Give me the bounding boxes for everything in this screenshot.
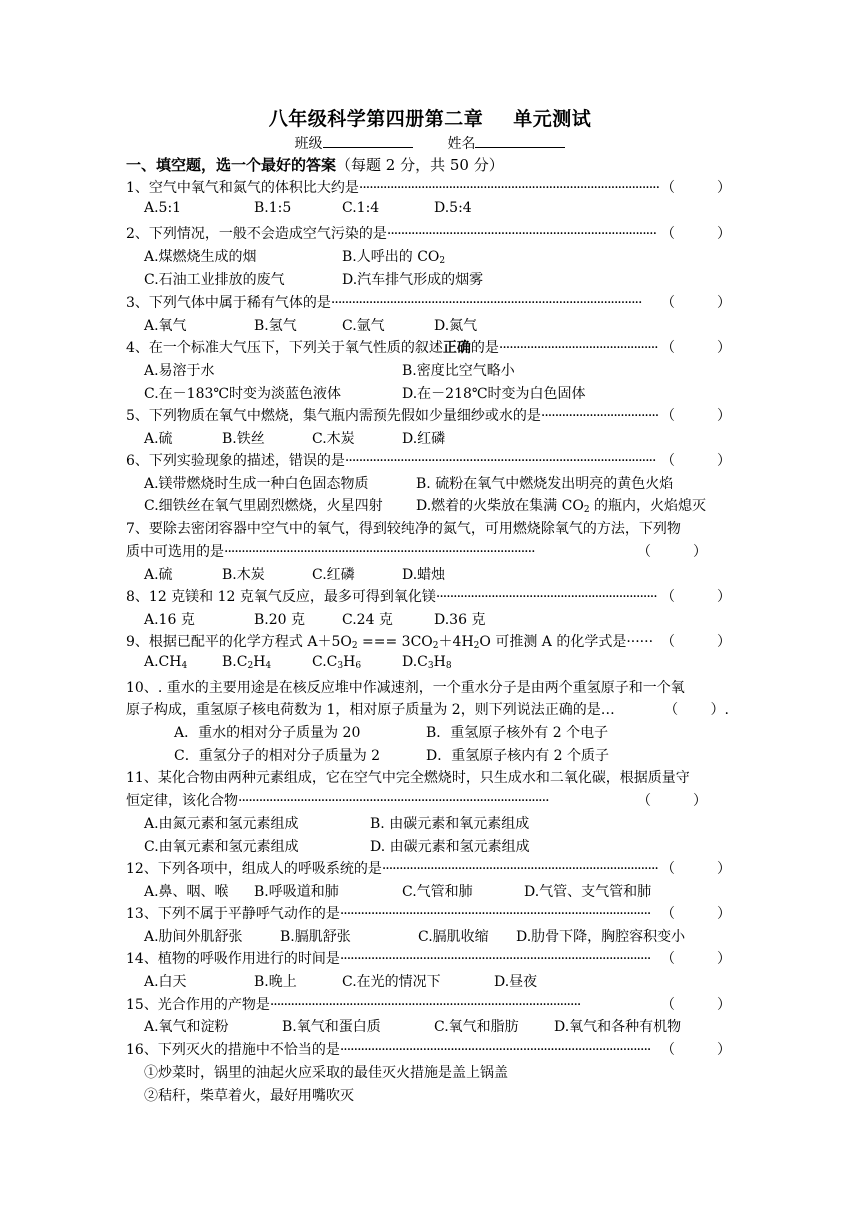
answer-paren[interactable]: （ ） <box>661 292 731 312</box>
title-main: 八年级科学第四册第二章 <box>268 108 484 130</box>
option-d[interactable]: D. 由碳元素和氢元素组成 <box>370 839 530 855</box>
question-10 <box>126 677 731 697</box>
option-a[interactable]: A.硫 <box>144 431 173 447</box>
question-14 <box>126 948 731 968</box>
answer-paren[interactable]: （ ） <box>661 450 731 470</box>
option-b[interactable]: B.铁丝 <box>222 431 265 447</box>
option-d[interactable]: D.氮气 <box>434 318 478 334</box>
option-d[interactable]: D.汽车排气形成的烟雾 <box>342 272 484 288</box>
section-note: （每题 2 分，共 50 分） <box>336 156 504 174</box>
option-a[interactable]: A.氧气和淀粉 <box>144 1019 229 1035</box>
option-c[interactable]: C.1:4 <box>342 200 380 216</box>
q-text: 15、光合作用的产物是 <box>126 997 270 1013</box>
q-text: 14、植物的呼吸作用进行的时间是 <box>126 951 340 967</box>
option-b[interactable]: B.氧气和蛋白质 <box>282 1019 381 1035</box>
leader-dots: ·························································································· <box>339 1042 651 1058</box>
option-c[interactable]: C.石油工业排放的废气 <box>144 272 285 288</box>
question-11-line2 <box>126 790 707 810</box>
question-8 <box>126 586 731 606</box>
q-text: 4、在一个标准大气压下，下列关于氧气性质的叙述 <box>126 340 443 356</box>
option-c[interactable]: C.气管和肺 <box>402 884 473 900</box>
statement-1 <box>144 1062 508 1082</box>
leader-dots: ·························································································· <box>339 951 651 967</box>
option-c[interactable]: C.木炭 <box>312 431 355 447</box>
option-d[interactable]: D.氧气和各种有机物 <box>554 1019 682 1035</box>
option-b[interactable]: B. 由碳元素和氧元素组成 <box>370 816 530 832</box>
q-text-end: 的是 <box>470 340 499 356</box>
answer-paren[interactable]: （ ） <box>661 858 731 878</box>
statement-text: ①炒菜时，锅里的油起火应采取的最佳灭火措施是盖上锅盖 <box>144 1065 508 1081</box>
class-blank[interactable] <box>323 135 413 148</box>
question-1 <box>126 177 731 197</box>
statement-text: ②秸秆，柴草着火，最好用嘴吹灭 <box>144 1088 354 1104</box>
leader-dots: ·································· <box>540 408 659 424</box>
question-7 <box>126 518 731 538</box>
q-text: 质中可选用的是 <box>126 544 224 560</box>
leader-dots: ·············································· <box>498 340 658 356</box>
answer-paren[interactable]: （ ）. <box>664 702 729 718</box>
q-text: 11、某化合物由两种元素组成，它在空气中完全燃烧时，只生成水和二氧化碳，根据质量守 <box>126 770 690 786</box>
option-c[interactable]: C.由氧元素和氢元素组成 <box>144 839 299 855</box>
q-text: 3、下列气体中属于稀有气体的是 <box>126 295 331 311</box>
option-a[interactable]: A.硫 <box>144 567 173 583</box>
q-text: 16、下列灭火的措施中不恰当的是 <box>126 1042 340 1058</box>
answer-paren[interactable]: （ ） <box>661 1039 731 1059</box>
q-text: 7、要除去密闭容器中空气中的氧气，得到较纯净的氮气，可用燃烧除氧气的方法，下列物 <box>126 521 681 537</box>
answer-paren[interactable]: （ ） <box>661 177 731 197</box>
question-16 <box>126 1039 731 1059</box>
option-c[interactable]: C.红磷 <box>312 567 355 583</box>
option-a[interactable]: A.氧气 <box>144 318 187 334</box>
leader-dots: ·························································································· <box>224 544 535 560</box>
name-label: 姓名 <box>447 136 476 152</box>
q-text: 恒定律，该化合物 <box>126 793 238 809</box>
option-c[interactable]: C.在－183℃时变为淡蓝色液体 <box>144 386 342 402</box>
leader-dots: ·························································································· <box>344 453 656 469</box>
option-c[interactable]: C.细铁丝在氧气里剧烈燃烧，火星四射 <box>144 498 383 514</box>
option-b[interactable]: B.氢气 <box>254 318 297 334</box>
option-c[interactable]: C.在光的情况下 <box>342 974 441 990</box>
option-a[interactable]: A.白天 <box>144 974 187 990</box>
option-c[interactable]: $C.C_3H_6$ <box>312 654 362 671</box>
leader-dots: ·························································································· <box>269 997 581 1013</box>
question-4 <box>126 337 731 357</box>
option-d[interactable]: D.36 克 <box>434 612 486 628</box>
leader-dots: ·························································································· <box>238 793 549 809</box>
option-b[interactable]: B.人呼出的 $CO_2$ <box>342 249 446 266</box>
option-b[interactable]: B. 硫粉在氧气中燃烧发出明亮的黄色火焰 <box>416 476 674 492</box>
name-blank[interactable] <box>475 135 565 148</box>
option-a[interactable]: A.由氮元素和氢元素组成 <box>144 816 299 832</box>
option-a[interactable]: A.煤燃烧生成的烟 <box>144 249 257 265</box>
option-b[interactable]: B.木炭 <box>222 567 265 583</box>
answer-paren[interactable]: （ ） <box>637 790 707 810</box>
option-b[interactable]: B.1:5 <box>254 200 292 216</box>
option-b[interactable]: B.20 克 <box>254 612 306 628</box>
q-text: 原子构成，重氢原子核电荷数为 1，相对原子质量为 2，则下列说法正确的是… <box>126 702 615 718</box>
leader-dots: ·························································································· <box>339 906 651 922</box>
answer-paren[interactable]: （ ） <box>661 948 731 968</box>
question-2 <box>126 223 731 243</box>
option-d[interactable]: D.燃着的火柴放在集满 $CO_2$ 的瓶内，火焰熄灭 <box>416 498 707 515</box>
option-a[interactable]: A.易溶于水 <box>144 363 215 379</box>
q-text: 10、. 重水的主要用途是在核反应堆中作减速剂，一个重水分子是由两个重氢原子和一个氧 <box>126 680 685 696</box>
option-d[interactable]: D.气管、支气管和肺 <box>524 884 652 900</box>
option-b[interactable]: B.膈肌舒张 <box>280 929 351 945</box>
option-d[interactable]: D．重氢原子核内有 2 个质子 <box>426 748 610 764</box>
q-text: 8、12 克镁和 12 克氧气反应，最多可得到氧化镁 <box>126 589 436 605</box>
option-b[interactable]: B.呼吸道和肺 <box>254 884 339 900</box>
section-heading <box>126 154 504 175</box>
question-11 <box>126 767 731 787</box>
q-text: 1、空气中氧气和氮气的体积比大约是 <box>126 180 359 196</box>
option-a[interactable]: A.5:1 <box>144 200 182 216</box>
class-label: 班级 <box>294 136 323 152</box>
leader-dots: ·························································································· <box>330 295 642 311</box>
answer-paren[interactable]: （ ） <box>661 586 731 606</box>
option-c[interactable]: C．重氢分子的相对分子质量为 2 <box>174 748 381 764</box>
question-5 <box>126 405 731 425</box>
option-a[interactable]: A.镁带燃烧时生成一种白色固态物质 <box>144 476 369 492</box>
option-a[interactable]: A.鼻、咽、喉 <box>144 884 229 900</box>
option-d[interactable]: D.在－218℃时变为白色固体 <box>402 386 586 402</box>
question-9 <box>126 631 731 651</box>
question-3 <box>126 292 731 312</box>
title-sub: 单元测试 <box>513 108 592 130</box>
option-c[interactable]: C.24 克 <box>342 612 393 628</box>
q-text: 6、下列实验现象的描述，错误的是 <box>126 453 345 469</box>
answer-paren[interactable]: （ ） <box>661 994 731 1014</box>
option-d[interactable]: D.5:4 <box>434 200 472 216</box>
answer-paren[interactable]: （ ） <box>661 405 731 425</box>
question-10-line2 <box>126 699 731 719</box>
option-d[interactable]: D.蜡烛 <box>402 567 446 583</box>
section-title: 一、填空题，选一个最好的答案 <box>126 156 337 174</box>
answer-paren[interactable]: （ ） <box>661 337 731 357</box>
leader-dots: ·············································································· <box>386 226 657 242</box>
question-12 <box>126 858 731 878</box>
option-b[interactable]: B.晚上 <box>254 974 297 990</box>
option-c[interactable]: C.氧气和脂肪 <box>434 1019 519 1035</box>
option-d[interactable]: D.红磷 <box>402 431 446 447</box>
option-a[interactable]: A.肋间外肌舒张 <box>144 929 243 945</box>
q-text: 13、下列不属于平静呼气动作的是 <box>126 906 340 922</box>
leader-dots: ······················································································· <box>358 180 660 196</box>
question-6 <box>126 450 731 470</box>
student-info-line <box>0 133 860 153</box>
option-b[interactable]: B.密度比空气略小 <box>402 363 515 379</box>
option-d[interactable]: D.昼夜 <box>494 974 538 990</box>
q-emphasis: 正确 <box>442 340 471 356</box>
answer-paren[interactable]: （ ） <box>637 541 707 561</box>
question-15 <box>126 994 731 1014</box>
q-text: 2、下列情况，一般不会造成空气污染的是 <box>126 226 387 242</box>
option-b[interactable]: $B.C_2H_4$ <box>222 654 272 671</box>
page-title <box>0 104 860 131</box>
option-d[interactable]: D.肋骨下降，胸腔容积变小 <box>516 929 686 945</box>
statement-2 <box>144 1085 354 1105</box>
question-13 <box>126 903 731 923</box>
answer-paren[interactable]: （ ） <box>661 631 731 651</box>
answer-paren[interactable]: （ ） <box>661 903 731 923</box>
option-b[interactable]: B．重氢原子核外有 2 个电子 <box>426 725 609 741</box>
option-c[interactable]: C.氩气 <box>342 318 385 334</box>
option-d[interactable]: $D.C_3H_8$ <box>402 654 452 671</box>
q-text: 5、下列物质在氧气中燃烧，集气瓶内需预先假如少量细纱或水的是 <box>126 408 541 424</box>
q-text: 12、下列各项中，组成人的呼吸系统的是 <box>126 861 382 877</box>
q-text: 9、根据已配平的化学方程式 $A+5O_2$ === $3CO_2+4H_2O$ 可推测 A 的化学式是······ <box>126 634 654 651</box>
option-a[interactable]: $A.CH_4$ <box>144 654 188 671</box>
leader-dots: ································································ <box>435 589 657 605</box>
option-a[interactable]: A．重水的相对分子质量为 20 <box>174 725 361 741</box>
question-7-line2 <box>126 541 707 561</box>
leader-dots: ················································································ <box>381 861 658 877</box>
option-c[interactable]: C.膈肌收缩 <box>418 929 489 945</box>
answer-paren[interactable]: （ ） <box>661 223 731 243</box>
option-a[interactable]: A.16 克 <box>144 612 195 628</box>
